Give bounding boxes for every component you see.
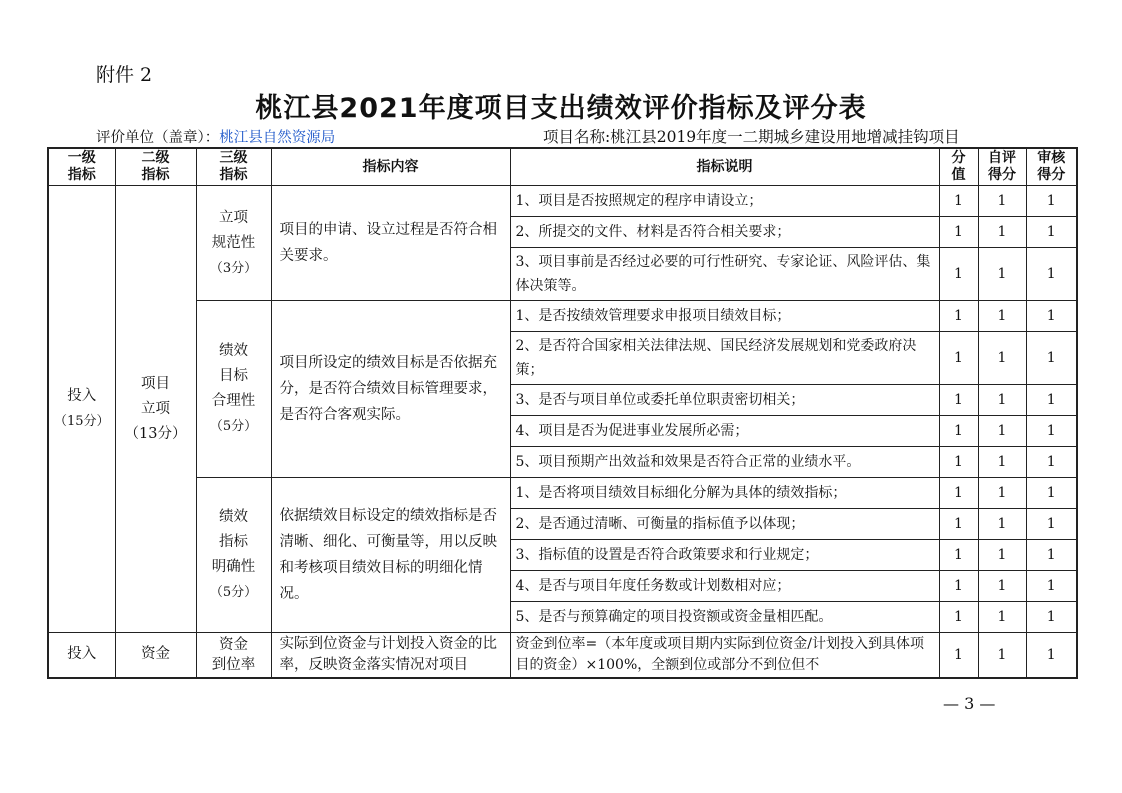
self-score-cell: 1 [978, 447, 1026, 478]
indicator-description: 3、指标值的设置是否符合政策要求和行业规定； [510, 540, 939, 571]
table-row [48, 186, 1077, 217]
header-level2: 二级 指标 [115, 148, 196, 186]
audit-score-cell: 1 [1026, 385, 1077, 416]
audit-score-cell: 1 [1026, 478, 1077, 509]
evaluator-line [96, 126, 335, 147]
self-score-cell: 1 [978, 633, 1026, 678]
header-score: 分 值 [939, 148, 978, 186]
audit-score-cell: 1 [1026, 602, 1077, 633]
level2-cell: 资金 [115, 633, 196, 678]
header-description: 指标说明 [510, 148, 939, 186]
audit-score-cell: 1 [1026, 248, 1077, 301]
audit-score-cell: 1 [1026, 447, 1077, 478]
attachment-label: 附件 2 [96, 64, 153, 86]
indicator-description: 5、是否与预算确定的项目投资额或资金量相匹配。 [510, 602, 939, 633]
self-score-cell: 1 [978, 385, 1026, 416]
indicator-description: 4、是否与项目年度任务数或计划数相对应； [510, 571, 939, 602]
header-row [48, 148, 1077, 186]
header-audit-score: 审核 得分 [1026, 148, 1077, 186]
self-score-cell: 1 [978, 571, 1026, 602]
table-row [48, 633, 1077, 678]
scoring-table [47, 147, 1078, 679]
score-cell: 1 [939, 416, 978, 447]
self-score-cell: 1 [978, 248, 1026, 301]
score-cell: 1 [939, 633, 978, 678]
header-level1: 一级 指标 [48, 148, 115, 186]
level3-cell: 资金 到位率 [196, 633, 271, 678]
level3-cell: 立项 规范性 （3分） [196, 186, 271, 301]
evaluator-label: 评价单位（盖章）： [96, 130, 220, 146]
header-level3: 三级 指标 [196, 148, 271, 186]
self-score-cell: 1 [978, 217, 1026, 248]
score-cell: 1 [939, 509, 978, 540]
audit-score-cell: 1 [1026, 509, 1077, 540]
audit-score-cell: 1 [1026, 301, 1077, 332]
audit-score-cell: 1 [1026, 217, 1077, 248]
indicator-description: 2、是否通过清晰、可衡量的指标值予以体现； [510, 509, 939, 540]
indicator-description: 3、项目事前是否经过必要的可行性研究、专家论证、风险评估、集体决策等。 [510, 248, 939, 301]
score-cell: 1 [939, 540, 978, 571]
table-row [48, 478, 1077, 509]
level2-cell: 项目 立项 （13分） [115, 186, 196, 633]
project-name: 项目名称:桃江县2019年度一二期城乡建设用地增减挂钩项目 [543, 128, 960, 146]
audit-score-cell: 1 [1026, 571, 1077, 602]
score-cell: 1 [939, 332, 978, 385]
score-cell: 1 [939, 186, 978, 217]
score-cell: 1 [939, 571, 978, 602]
score-cell: 1 [939, 447, 978, 478]
indicator-description: 1、是否将项目绩效目标细化分解为具体的绩效指标； [510, 478, 939, 509]
audit-score-cell: 1 [1026, 540, 1077, 571]
table-row [48, 301, 1077, 332]
indicator-content: 项目所设定的绩效目标是否依据充分，是否符合绩效目标管理要求，是否符合客观实际。 [271, 301, 510, 478]
score-cell: 1 [939, 248, 978, 301]
score-cell: 1 [939, 602, 978, 633]
page-number: — 3 — [943, 694, 996, 713]
self-score-cell: 1 [978, 509, 1026, 540]
level3-cell: 绩效 指标 明确性 （5分） [196, 478, 271, 633]
score-cell: 1 [939, 385, 978, 416]
level1-cell: 投入 [48, 633, 115, 678]
indicator-content: 项目的申请、设立过程是否符合相关要求。 [271, 186, 510, 301]
indicator-content: 依据绩效目标设定的绩效指标是否清晰、细化、可衡量等，用以反映和考核项目绩效目标的明细化情况。 [271, 478, 510, 633]
indicator-description: 5、项目预期产出效益和效果是否符合正常的业绩水平。 [510, 447, 939, 478]
indicator-description: 1、是否按绩效管理要求申报项目绩效目标； [510, 301, 939, 332]
header-self-score: 自评 得分 [978, 148, 1026, 186]
self-score-cell: 1 [978, 332, 1026, 385]
score-cell: 1 [939, 478, 978, 509]
score-cell: 1 [939, 301, 978, 332]
self-score-cell: 1 [978, 301, 1026, 332]
audit-score-cell: 1 [1026, 633, 1077, 678]
level1-cell: 投入 （15分） [48, 186, 115, 633]
indicator-description: 3、是否与项目单位或委托单位职责密切相关； [510, 385, 939, 416]
indicator-description: 资金到位率=（本年度或项目期内实际到位资金/计划投入到具体项目的资金）×100%，全额到位或部分不到位但不 [510, 633, 939, 678]
evaluator-name: 桃江县自然资源局 [219, 130, 336, 146]
audit-score-cell: 1 [1026, 416, 1077, 447]
header-content: 指标内容 [271, 148, 510, 186]
self-score-cell: 1 [978, 416, 1026, 447]
indicator-description: 1、项目是否按照规定的程序申请设立； [510, 186, 939, 217]
document-title: 桃江县2021年度项目支出绩效评价指标及评分表 [255, 93, 867, 124]
indicator-content: 实际到位资金与计划投入资金的比率，反映资金落实情况对项目 [271, 633, 510, 678]
level3-cell: 绩效 目标 合理性 （5分） [196, 301, 271, 478]
audit-score-cell: 1 [1026, 332, 1077, 385]
indicator-description: 4、项目是否为促进事业发展所必需； [510, 416, 939, 447]
self-score-cell: 1 [978, 602, 1026, 633]
indicator-description: 2、所提交的文件、材料是否符合相关要求； [510, 217, 939, 248]
audit-score-cell: 1 [1026, 186, 1077, 217]
indicator-description: 2、是否符合国家相关法律法规、国民经济发展规划和党委政府决策； [510, 332, 939, 385]
score-cell: 1 [939, 217, 978, 248]
self-score-cell: 1 [978, 186, 1026, 217]
self-score-cell: 1 [978, 478, 1026, 509]
self-score-cell: 1 [978, 540, 1026, 571]
